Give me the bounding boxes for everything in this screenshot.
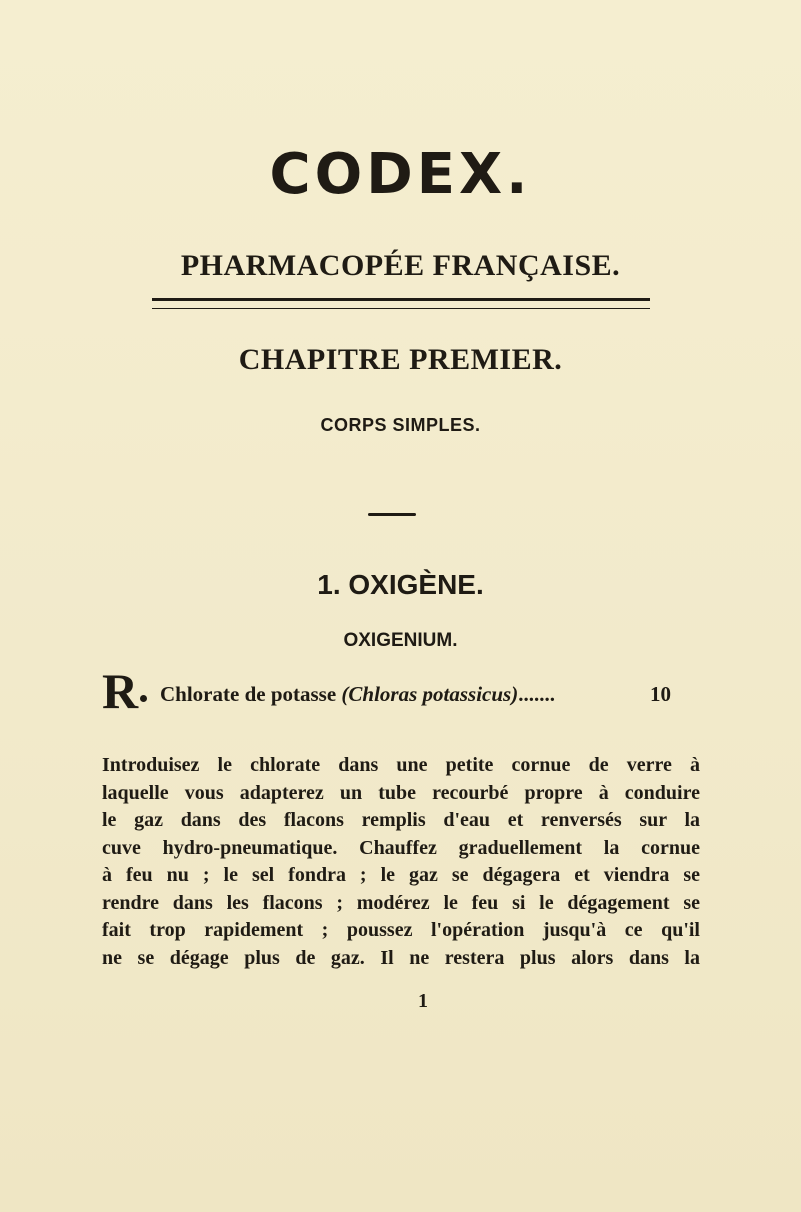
book-title: CODEX. — [269, 142, 532, 207]
entry-heading: 1. OXIGÈNE. — [317, 569, 484, 600]
ingredient-name: Chlorate de potasse — [160, 682, 342, 706]
book-subtitle: PHARMACOPÉE FRANÇAISE. — [180, 249, 621, 282]
recipe-symbol: R — [102, 663, 139, 719]
body-line: Introduisez le chlorate dans une petite cornue de verre à — [102, 754, 700, 776]
chapter-title: CHAPITRE PREMIER. — [238, 343, 563, 376]
body-line: ne se dégage plus de gaz. Il ne restera plus alors dans la — [102, 946, 700, 969]
section-title: CORPS SIMPLES. — [320, 415, 481, 435]
double-rule-divider — [152, 298, 650, 309]
dot-leader: ....... — [518, 682, 555, 706]
page-signature: 1 — [418, 990, 428, 1012]
ingredient-latin: (Chloras potassicus) — [341, 682, 519, 706]
recipe-quantity: 10 — [650, 682, 671, 706]
body-line: à feu nu ; le sel fondra ; le gaz se dégagera et viendra se — [102, 864, 700, 886]
recipe-line — [102, 663, 702, 719]
body-paragraph — [102, 752, 700, 972]
body-line: le gaz dans des flacons remplis d'eau et renversés sur la — [102, 809, 700, 831]
body-line: rendre dans les flacons ; modérez le feu si le dégagement se — [102, 891, 700, 914]
recipe-bullet-icon — [140, 695, 147, 702]
body-line: laquelle vous adapterez un tube recourbé propre à conduire — [102, 781, 700, 804]
entry-latin-name: OXIGENIUM. — [343, 630, 458, 651]
body-line: cuve hydro-pneumatique. Chauffez graduellement la cornue — [102, 836, 700, 859]
recipe-ingredient — [160, 679, 555, 709]
short-rule-divider — [368, 513, 416, 516]
body-line: fait trop rapidement ; poussez l'opération jusqu'à ce qu'il — [102, 919, 700, 941]
